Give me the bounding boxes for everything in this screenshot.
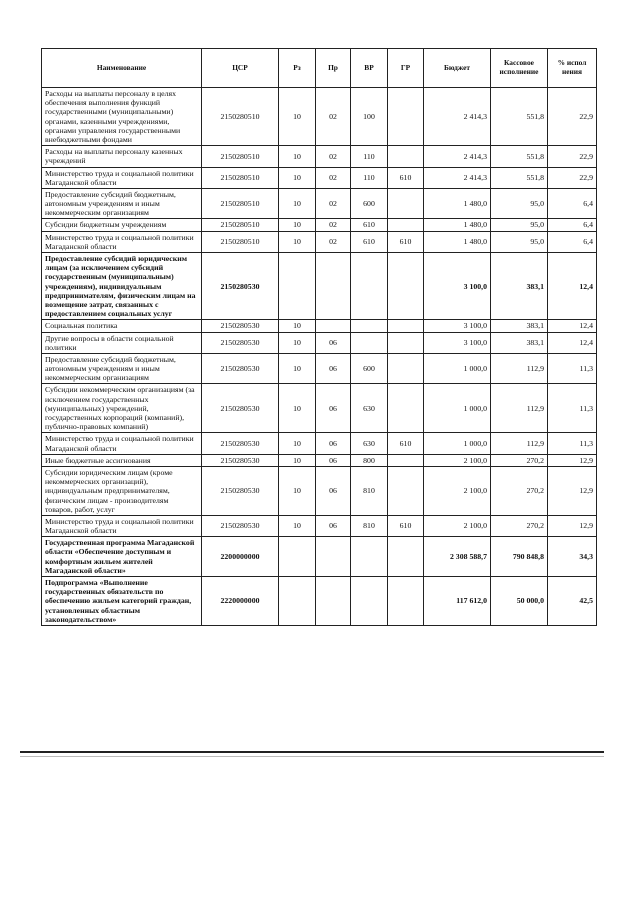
cell-rz <box>279 577 316 626</box>
table-row <box>42 88 597 146</box>
cell-budget: 1 480,0 <box>424 219 491 231</box>
cell-budget: 3 100,0 <box>424 253 491 320</box>
header-pct: % испол нения <box>548 49 597 88</box>
cell-pr: 06 <box>316 384 351 433</box>
cell-csr: 2150280510 <box>202 219 279 231</box>
header-budget: Бюджет <box>424 49 491 88</box>
cell-csr: 2150280530 <box>202 454 279 466</box>
cell-pct: 12,9 <box>548 466 597 515</box>
cell-vr: 610 <box>351 231 388 252</box>
cell-rz: 10 <box>279 320 316 332</box>
cell-budget: 1 000,0 <box>424 353 491 384</box>
cell-vr: 100 <box>351 88 388 146</box>
cell-csr: 2200000000 <box>202 537 279 577</box>
cell-budget: 1 000,0 <box>424 433 491 454</box>
cell-cash: 551,8 <box>491 146 548 167</box>
cell-pr: 02 <box>316 167 351 188</box>
cell-csr: 2150280530 <box>202 433 279 454</box>
cell-budget: 2 414,3 <box>424 88 491 146</box>
cell-rz: 10 <box>279 188 316 219</box>
cell-pct: 12,9 <box>548 515 597 536</box>
cell-budget: 2 414,3 <box>424 167 491 188</box>
cell-name: Предоставление субсидий юридическим лицам (за исключением субсидий государственным (муниципальным) учреждениям), индивидуальным предпринимателям, физическим лицам на возмещение затрат, связанных с предоставлением социальных услуг <box>42 253 202 320</box>
cell-pct: 22,9 <box>548 146 597 167</box>
cell-vr <box>351 332 388 353</box>
cell-csr: 2150280510 <box>202 231 279 252</box>
table-row <box>42 454 597 466</box>
cell-name: Иные бюджетные ассигнования <box>42 454 202 466</box>
cell-cash: 95,0 <box>491 219 548 231</box>
cell-vr: 110 <box>351 146 388 167</box>
cell-rz: 10 <box>279 231 316 252</box>
cell-csr: 2220000000 <box>202 577 279 626</box>
cell-csr: 2150280530 <box>202 353 279 384</box>
header-vr: ВР <box>351 49 388 88</box>
cell-cash: 790 848,8 <box>491 537 548 577</box>
cell-vr: 800 <box>351 454 388 466</box>
cell-name: Субсидии юридическим лицам (кроме некоммерческих организаций), индивидуальным предпринимателям, физическим лицам - производителям товаров, работ, услуг <box>42 466 202 515</box>
cell-csr: 2150280530 <box>202 320 279 332</box>
cell-pr <box>316 253 351 320</box>
cell-pr: 06 <box>316 466 351 515</box>
cell-vr <box>351 537 388 577</box>
header-gr: ГР <box>388 49 424 88</box>
cell-pct: 22,9 <box>548 88 597 146</box>
cell-pct: 12,9 <box>548 454 597 466</box>
cell-cash: 551,8 <box>491 88 548 146</box>
cell-name: Предоставление субсидий бюджетным, автономным учреждениям и иным некоммерческим организациям <box>42 188 202 219</box>
cell-pct: 6,4 <box>548 231 597 252</box>
cell-name: Подпрограмма «Выполнение государственных обязательств по обеспечению жильем категорий граждан, установленных областным законодательством» <box>42 577 202 626</box>
table-body <box>42 88 597 626</box>
cell-csr: 2150280510 <box>202 188 279 219</box>
cell-vr: 630 <box>351 433 388 454</box>
cell-budget: 3 100,0 <box>424 332 491 353</box>
cell-gr <box>388 537 424 577</box>
header-name: Наименование <box>42 49 202 88</box>
cell-gr <box>388 577 424 626</box>
table-row <box>42 320 597 332</box>
cell-cash: 95,0 <box>491 231 548 252</box>
cell-vr: 810 <box>351 466 388 515</box>
cell-csr: 2150280530 <box>202 466 279 515</box>
cell-cash: 112,9 <box>491 433 548 454</box>
budget-execution-table <box>41 48 597 626</box>
table-header-row <box>42 49 597 88</box>
table-row <box>42 253 597 320</box>
cell-pct: 34,3 <box>548 537 597 577</box>
cell-gr <box>388 146 424 167</box>
cell-cash: 270,2 <box>491 466 548 515</box>
cell-gr <box>388 188 424 219</box>
cell-csr: 2150280510 <box>202 88 279 146</box>
cell-csr: 2150280530 <box>202 515 279 536</box>
cell-gr <box>388 253 424 320</box>
cell-budget: 2 100,0 <box>424 466 491 515</box>
cell-budget: 1 480,0 <box>424 231 491 252</box>
cell-pct: 11,3 <box>548 433 597 454</box>
cell-vr: 610 <box>351 219 388 231</box>
cell-pct: 22,9 <box>548 167 597 188</box>
cell-rz: 10 <box>279 515 316 536</box>
cell-gr: 610 <box>388 433 424 454</box>
cell-gr: 610 <box>388 167 424 188</box>
cell-name: Другие вопросы в области социальной политики <box>42 332 202 353</box>
cell-csr: 2150280510 <box>202 167 279 188</box>
cell-vr: 600 <box>351 353 388 384</box>
cell-pr <box>316 537 351 577</box>
cell-name: Расходы на выплаты персоналу в целях обеспечения выполнения функций государственными (муниципальными) органами, казенными учреждениями, органами управления государственными внебюджетными фондами <box>42 88 202 146</box>
cell-pct: 12,4 <box>548 320 597 332</box>
table-row <box>42 188 597 219</box>
cell-pr <box>316 320 351 332</box>
table-row <box>42 577 597 626</box>
table-row <box>42 167 597 188</box>
cell-pr <box>316 577 351 626</box>
cell-rz: 10 <box>279 466 316 515</box>
cell-cash: 270,2 <box>491 515 548 536</box>
cell-cash: 270,2 <box>491 454 548 466</box>
header-cash: Кассовое исполнение <box>491 49 548 88</box>
cell-budget: 2 308 588,7 <box>424 537 491 577</box>
cell-cash: 383,1 <box>491 332 548 353</box>
cell-name: Министерство труда и социальной политики Магаданской области <box>42 515 202 536</box>
cell-name: Субсидии бюджетным учреждениям <box>42 219 202 231</box>
cell-budget: 1 480,0 <box>424 188 491 219</box>
cell-rz: 10 <box>279 353 316 384</box>
cell-vr: 630 <box>351 384 388 433</box>
cell-pr: 06 <box>316 454 351 466</box>
cell-cash: 112,9 <box>491 353 548 384</box>
cell-pr: 02 <box>316 146 351 167</box>
cell-rz: 10 <box>279 167 316 188</box>
cell-pr: 02 <box>316 219 351 231</box>
cell-cash: 383,1 <box>491 253 548 320</box>
cell-rz: 10 <box>279 433 316 454</box>
cell-rz: 10 <box>279 454 316 466</box>
cell-rz <box>279 537 316 577</box>
cell-pr: 02 <box>316 88 351 146</box>
cell-pr: 06 <box>316 353 351 384</box>
cell-pct: 11,3 <box>548 353 597 384</box>
cell-pr: 02 <box>316 231 351 252</box>
cell-vr <box>351 253 388 320</box>
cell-vr: 110 <box>351 167 388 188</box>
cell-cash: 50 000,0 <box>491 577 548 626</box>
table-row <box>42 231 597 252</box>
table-row <box>42 466 597 515</box>
header-csr: ЦСР <box>202 49 279 88</box>
cell-vr: 810 <box>351 515 388 536</box>
cell-csr: 2150280530 <box>202 384 279 433</box>
table-row <box>42 146 597 167</box>
cell-budget: 2 100,0 <box>424 515 491 536</box>
cell-budget: 3 100,0 <box>424 320 491 332</box>
cell-vr <box>351 320 388 332</box>
cell-budget: 2 414,3 <box>424 146 491 167</box>
cell-pct: 42,5 <box>548 577 597 626</box>
cell-rz: 10 <box>279 332 316 353</box>
cell-pr: 06 <box>316 515 351 536</box>
table-row <box>42 433 597 454</box>
cell-name: Государственная программа Магаданской области «Обеспечение доступным и комфортным жильем жителей Магаданской области» <box>42 537 202 577</box>
cell-cash: 551,8 <box>491 167 548 188</box>
cell-gr <box>388 353 424 384</box>
cell-name: Министерство труда и социальной политики Магаданской области <box>42 167 202 188</box>
cell-gr <box>388 454 424 466</box>
cell-pr: 06 <box>316 433 351 454</box>
cell-pct: 12,4 <box>548 332 597 353</box>
cell-pr: 06 <box>316 332 351 353</box>
table-row <box>42 515 597 536</box>
cell-rz: 10 <box>279 146 316 167</box>
cell-budget: 117 612,0 <box>424 577 491 626</box>
cell-gr: 610 <box>388 231 424 252</box>
cell-name: Министерство труда и социальной политики Магаданской области <box>42 231 202 252</box>
cell-csr: 2150280510 <box>202 146 279 167</box>
cell-rz: 10 <box>279 88 316 146</box>
cell-cash: 383,1 <box>491 320 548 332</box>
cell-name: Расходы на выплаты персоналу казенных учреждений <box>42 146 202 167</box>
cell-pct: 6,4 <box>548 188 597 219</box>
header-pr: Пр <box>316 49 351 88</box>
cell-rz: 10 <box>279 219 316 231</box>
cell-name: Министерство труда и социальной политики Магаданской области <box>42 433 202 454</box>
cell-gr <box>388 466 424 515</box>
cell-pct: 11,3 <box>548 384 597 433</box>
cell-name: Социальная политика <box>42 320 202 332</box>
cell-gr <box>388 320 424 332</box>
cell-pct: 6,4 <box>548 219 597 231</box>
cell-csr: 2150280530 <box>202 253 279 320</box>
cell-vr <box>351 577 388 626</box>
cell-gr <box>388 332 424 353</box>
cell-name: Субсидии некоммерческим организациям (за исключением государственных (муниципальных) учреждений, государственных корпораций (компаний), публично-правовых компаний) <box>42 384 202 433</box>
cell-gr: 610 <box>388 515 424 536</box>
cell-vr: 600 <box>351 188 388 219</box>
cell-gr <box>388 384 424 433</box>
table-row <box>42 353 597 384</box>
cell-rz <box>279 253 316 320</box>
cell-csr: 2150280530 <box>202 332 279 353</box>
cell-rz: 10 <box>279 384 316 433</box>
table-row <box>42 332 597 353</box>
table-row <box>42 537 597 577</box>
table-row <box>42 219 597 231</box>
cell-pr: 02 <box>316 188 351 219</box>
cell-pct: 12,4 <box>548 253 597 320</box>
cell-gr <box>388 88 424 146</box>
header-rz: Рз <box>279 49 316 88</box>
cell-cash: 95,0 <box>491 188 548 219</box>
cell-budget: 1 000,0 <box>424 384 491 433</box>
table-row <box>42 384 597 433</box>
cell-name: Предоставление субсидий бюджетным, автономным учреждениям и иным некоммерческим организациям <box>42 353 202 384</box>
bottom-divider <box>20 751 604 753</box>
cell-cash: 112,9 <box>491 384 548 433</box>
cell-gr <box>388 219 424 231</box>
cell-budget: 2 100,0 <box>424 454 491 466</box>
bottom-divider-shadow <box>20 756 604 757</box>
